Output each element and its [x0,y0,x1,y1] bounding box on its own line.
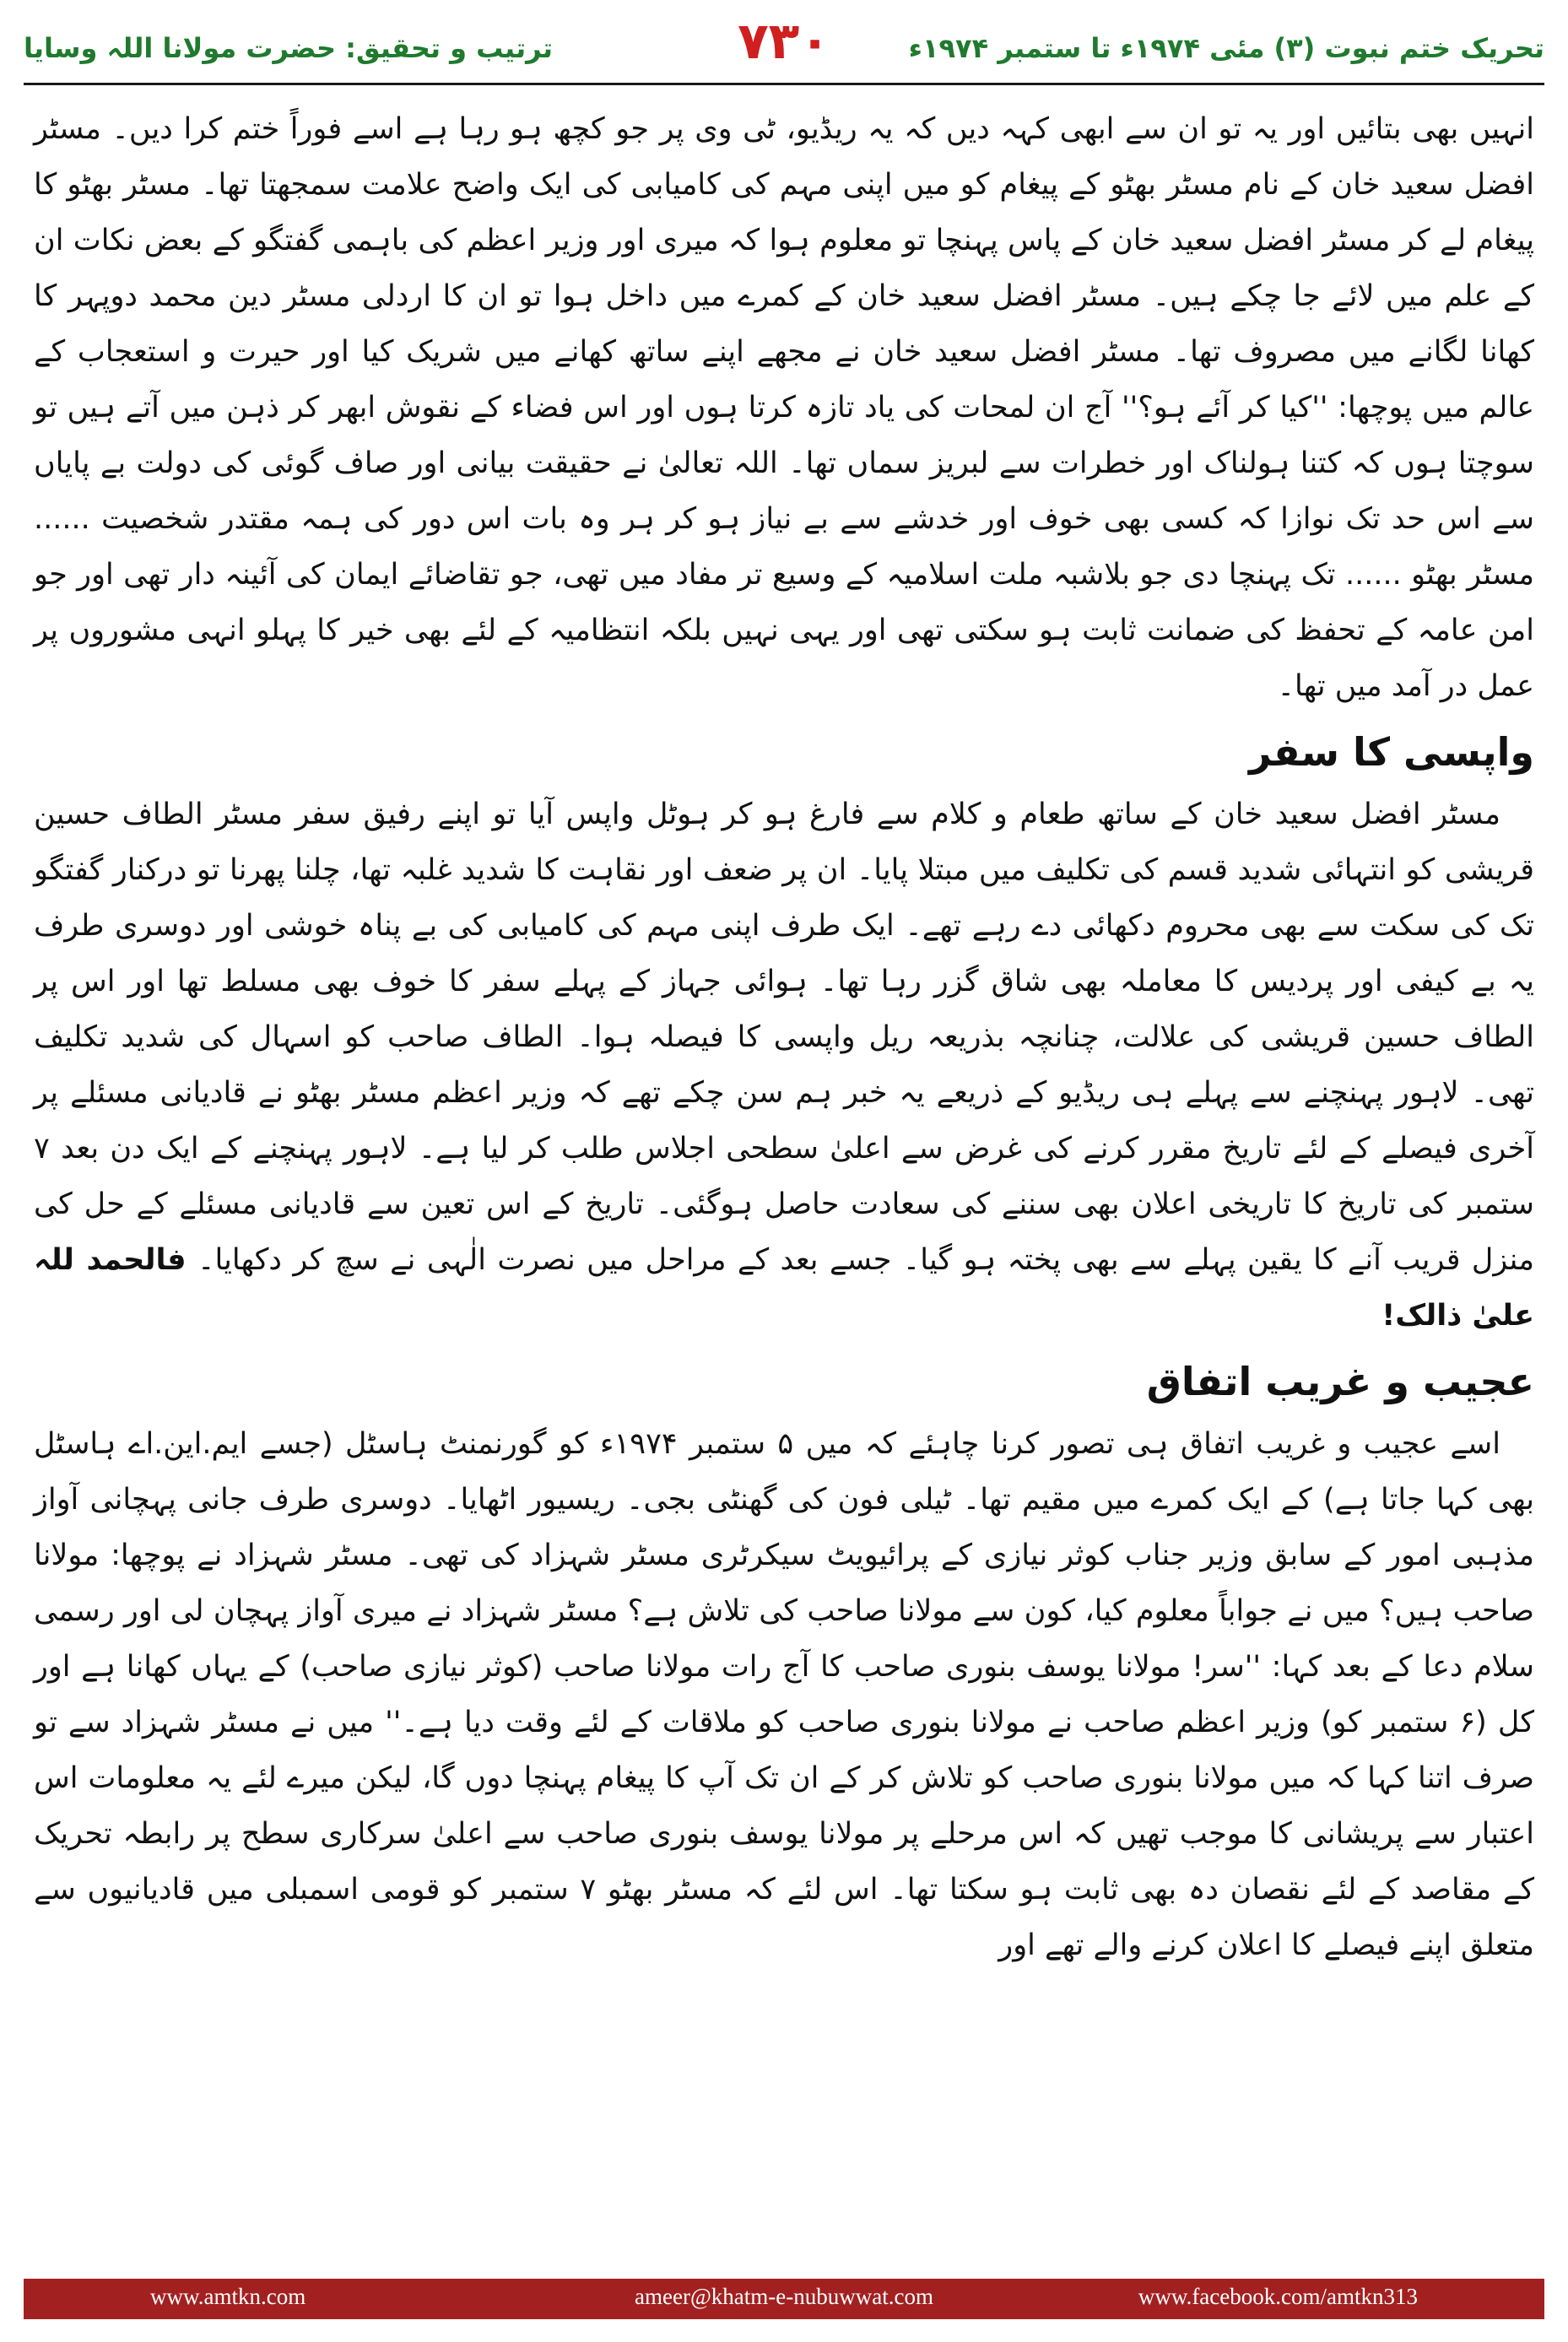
page-body [34,101,1534,2253]
book-title: تحریک ختم نبوت (۳) مئی ۱۹۷۴ء تا ستمبر ۱۹۷۴ء [908,32,1544,64]
paragraph-2-closing: فالحمد للہ علیٰ ذالک! [34,1243,1534,1333]
paragraph-2-text: مسٹر افضل سعید خان کے ساتھ طعام و کلام سے فارغ ہو کر ہوٹل واپس آیا تو اپنے رفیق سفر مسٹر الطاف حسین قریشی کو انتہائی شدید قسم کی تکلیف میں مبتلا پایا۔ ان پر ضعف اور نقاہت کا شدید غلبہ تھا، چلنا پھرنا تو درکنار گفتگو تک کی سکت سے بھی محروم دکھائی دے رہے تھے۔ ایک طرف اپنی مہم کی کامیابی کی بے پناہ خوشی اور دوسری طرف یہ بے کیفی اور پردیس کا معاملہ بھی شاق گزر رہا تھا۔ ہوائی جہاز کے پہلے سفر کا خوف بھی مسلط تھا اور اس پر الطاف حسین قریشی کی علالت، چنانچہ بذریعہ ریل واپسی کا فیصلہ ہوا۔ الطاف صاحب کو اسہال کی شدید تکلیف تھی۔ لاہور پہنچنے سے پہلے ہی ریڈیو کے ذریعے یہ خبر ہم سن چکے تھے کہ وزیر اعظم مسٹر بھٹو نے قادیانی مسئلے پر آخری فیصلے کے لئے تاریخ مقرر کرنے کی غرض سے اعلیٰ سطحی اجلاس طلب کر لیا ہے۔ لاہور پہنچنے کے ایک دن بعد ۷ ستمبر کی تاریخ کا تاریخی اعلان بھی سننے کی سعادت حاصل ہوگئی۔ تاریخ کے اس تعین سے قادیانی مسئلے کے حل کی منزل قریب آنے کا یقین پہلے سے بھی پختہ ہو گیا۔ جسے بعد کے مراحل میں نصرت الٰہی نے سچ کر دکھایا۔ [34,798,1534,1277]
section-heading-return-journey: واپسی کا سفر [1249,729,1534,775]
page-header [0,0,1568,84]
paragraph-3: اسے عجیب و غریب اتفاق ہی تصور کرنا چاہئے کہ میں ۵ ستمبر ۱۹۷۴ء کو گورنمنٹ ہاسٹل (جسے ایم.این.اے ہاسٹل بھی کہا جاتا ہے) کے ایک کمرے میں مقیم تھا۔ ٹیلی فون کی گھنٹی بجی۔ ریسیور اٹھایا۔ دوسری طرف جانی پہچانی آواز مذہبی امور کے سابق وزیر جناب کوثر نیازی کے پرائیویٹ سیکرٹری مسٹر شہزاد کی تھی۔ مسٹر شہزاد نے پوچھا: مولانا صاحب ہیں؟ میں نے جواباً معلوم کیا، کون سے مولانا صاحب کی تلاش ہے؟ مسٹر شہزاد نے میری آواز پہچان لی اور رسمی سلام دعا کے بعد کہا: ''سر! مولانا یوسف بنوری صاحب کا آج رات مولانا صاحب (کوثر نیازی صاحب) کے یہاں کھانا ہے اور کل (۶ ستمبر کو) وزیر اعظم صاحب نے مولانا بنوری صاحب کو ملاقات کے لئے وقت دیا ہے۔'' میں نے مسٹر شہزاد سے تو صرف اتنا کہا کہ میں مولانا بنوری صاحب کو تلاش کر کے ان تک آپ کا پیغام پہنچا دوں گا، لیکن میرے لئے یہ معلومات اس اعتبار سے پریشانی کا موجب تھیں کہ اس مرحلے پر مولانا یوسف بنوری صاحب سے اعلیٰ سرکاری سطح پر رابطہ تحریک کے مقاصد کے لئے نقصان دہ بھی ثابت ہو سکتا تھا۔ اس لئے کہ مسٹر بھٹو ۷ ستمبر کو قومی اسمبلی میں قادیانیوں سے متعلق اپنے فیصلے کا اعلان کرنے والے تھے اور [34,1427,1535,1962]
footer-email-link[interactable]: ameer@khatm-e-nubuwwat.com [635,2284,933,2309]
footer-facebook-link[interactable]: www.facebook.com/amtkn313 [1138,2284,1418,2309]
footer-bar [24,2279,1544,2319]
page-number: ۷۳۰ [738,12,830,71]
compiler-credit: ترتیب و تحقیق: حضرت مولانا اللہ وسایا [24,32,554,64]
paragraph-1: انہیں بھی بتائیں اور یہ تو ان سے ابھی کہہ دیں کہ یہ ریڈیو، ٹی وی پر جو کچھ ہو رہا ہے اسے فوراً ختم کرا دیں۔ مسٹر افضل سعید خان کے نام مسٹر بھٹو کے پیغام کو میں اپنی مہم کی کامیابی کی ایک واضح علامت سمجھتا تھا۔ مسٹر بھٹو کا پیغام لے کر مسٹر افضل سعید خان کے پاس پہنچا تو معلوم ہوا کہ میری اور وزیر اعظم کی باہمی گفتگو کے بعض نکات ان کے علم میں لائے جا چکے ہیں۔ مسٹر افضل سعید خان کے کمرے میں داخل ہوا تو ان کا اردلی مسٹر دین محمد دوپہر کا کھانا لگانے میں مصروف تھا۔ مسٹر افضل سعید خان نے مجھے اپنے ساتھ کھانے میں شریک کیا اور حیرت و استعجاب کے عالم میں پوچھا: ''کیا کر آئے ہو؟'' آج ان لمحات کی یاد تازہ کرتا ہوں اور اس فضاء کے نقوش ابھر کر ذہن میں آتے ہیں تو سوچتا ہوں کہ کتنا ہولناک اور خطرات سے لبریز سماں تھا۔ اللہ تعالیٰ نے حقیقت بیانی اور صاف گوئی کی دولت بے پایاں سے اس حد تک نوازا کہ کسی بھی خوف اور خدشے سے بے نیاز ہو کر ہر وہ بات اس دور کی ہمہ مقتدر شخصیت ...... مسٹر بھٹو ...... تک پہنچا دی جو بلاشبہ ملت اسلامیہ کے وسیع تر مفاد میں تھی، جو تقاضائے ایمان کی آئینہ دار تھی اور جو امن عامہ کے تحفظ کی ضمانت ثابت ہو سکتی تھی اور یہی نہیں بلکہ انتظامیہ کے لئے بھی خیر کا پہلو انہی مشوروں پر عمل در آمد میں تھا۔ [34,112,1534,703]
paragraph-2 [34,787,1534,1344]
header-rule [24,83,1544,85]
section-heading-strange-coincidence: عجیب و غریب اتفاق [1146,1359,1534,1404]
footer-website-link[interactable]: www.amtkn.com [150,2284,306,2309]
page-footer [0,2279,1568,2342]
